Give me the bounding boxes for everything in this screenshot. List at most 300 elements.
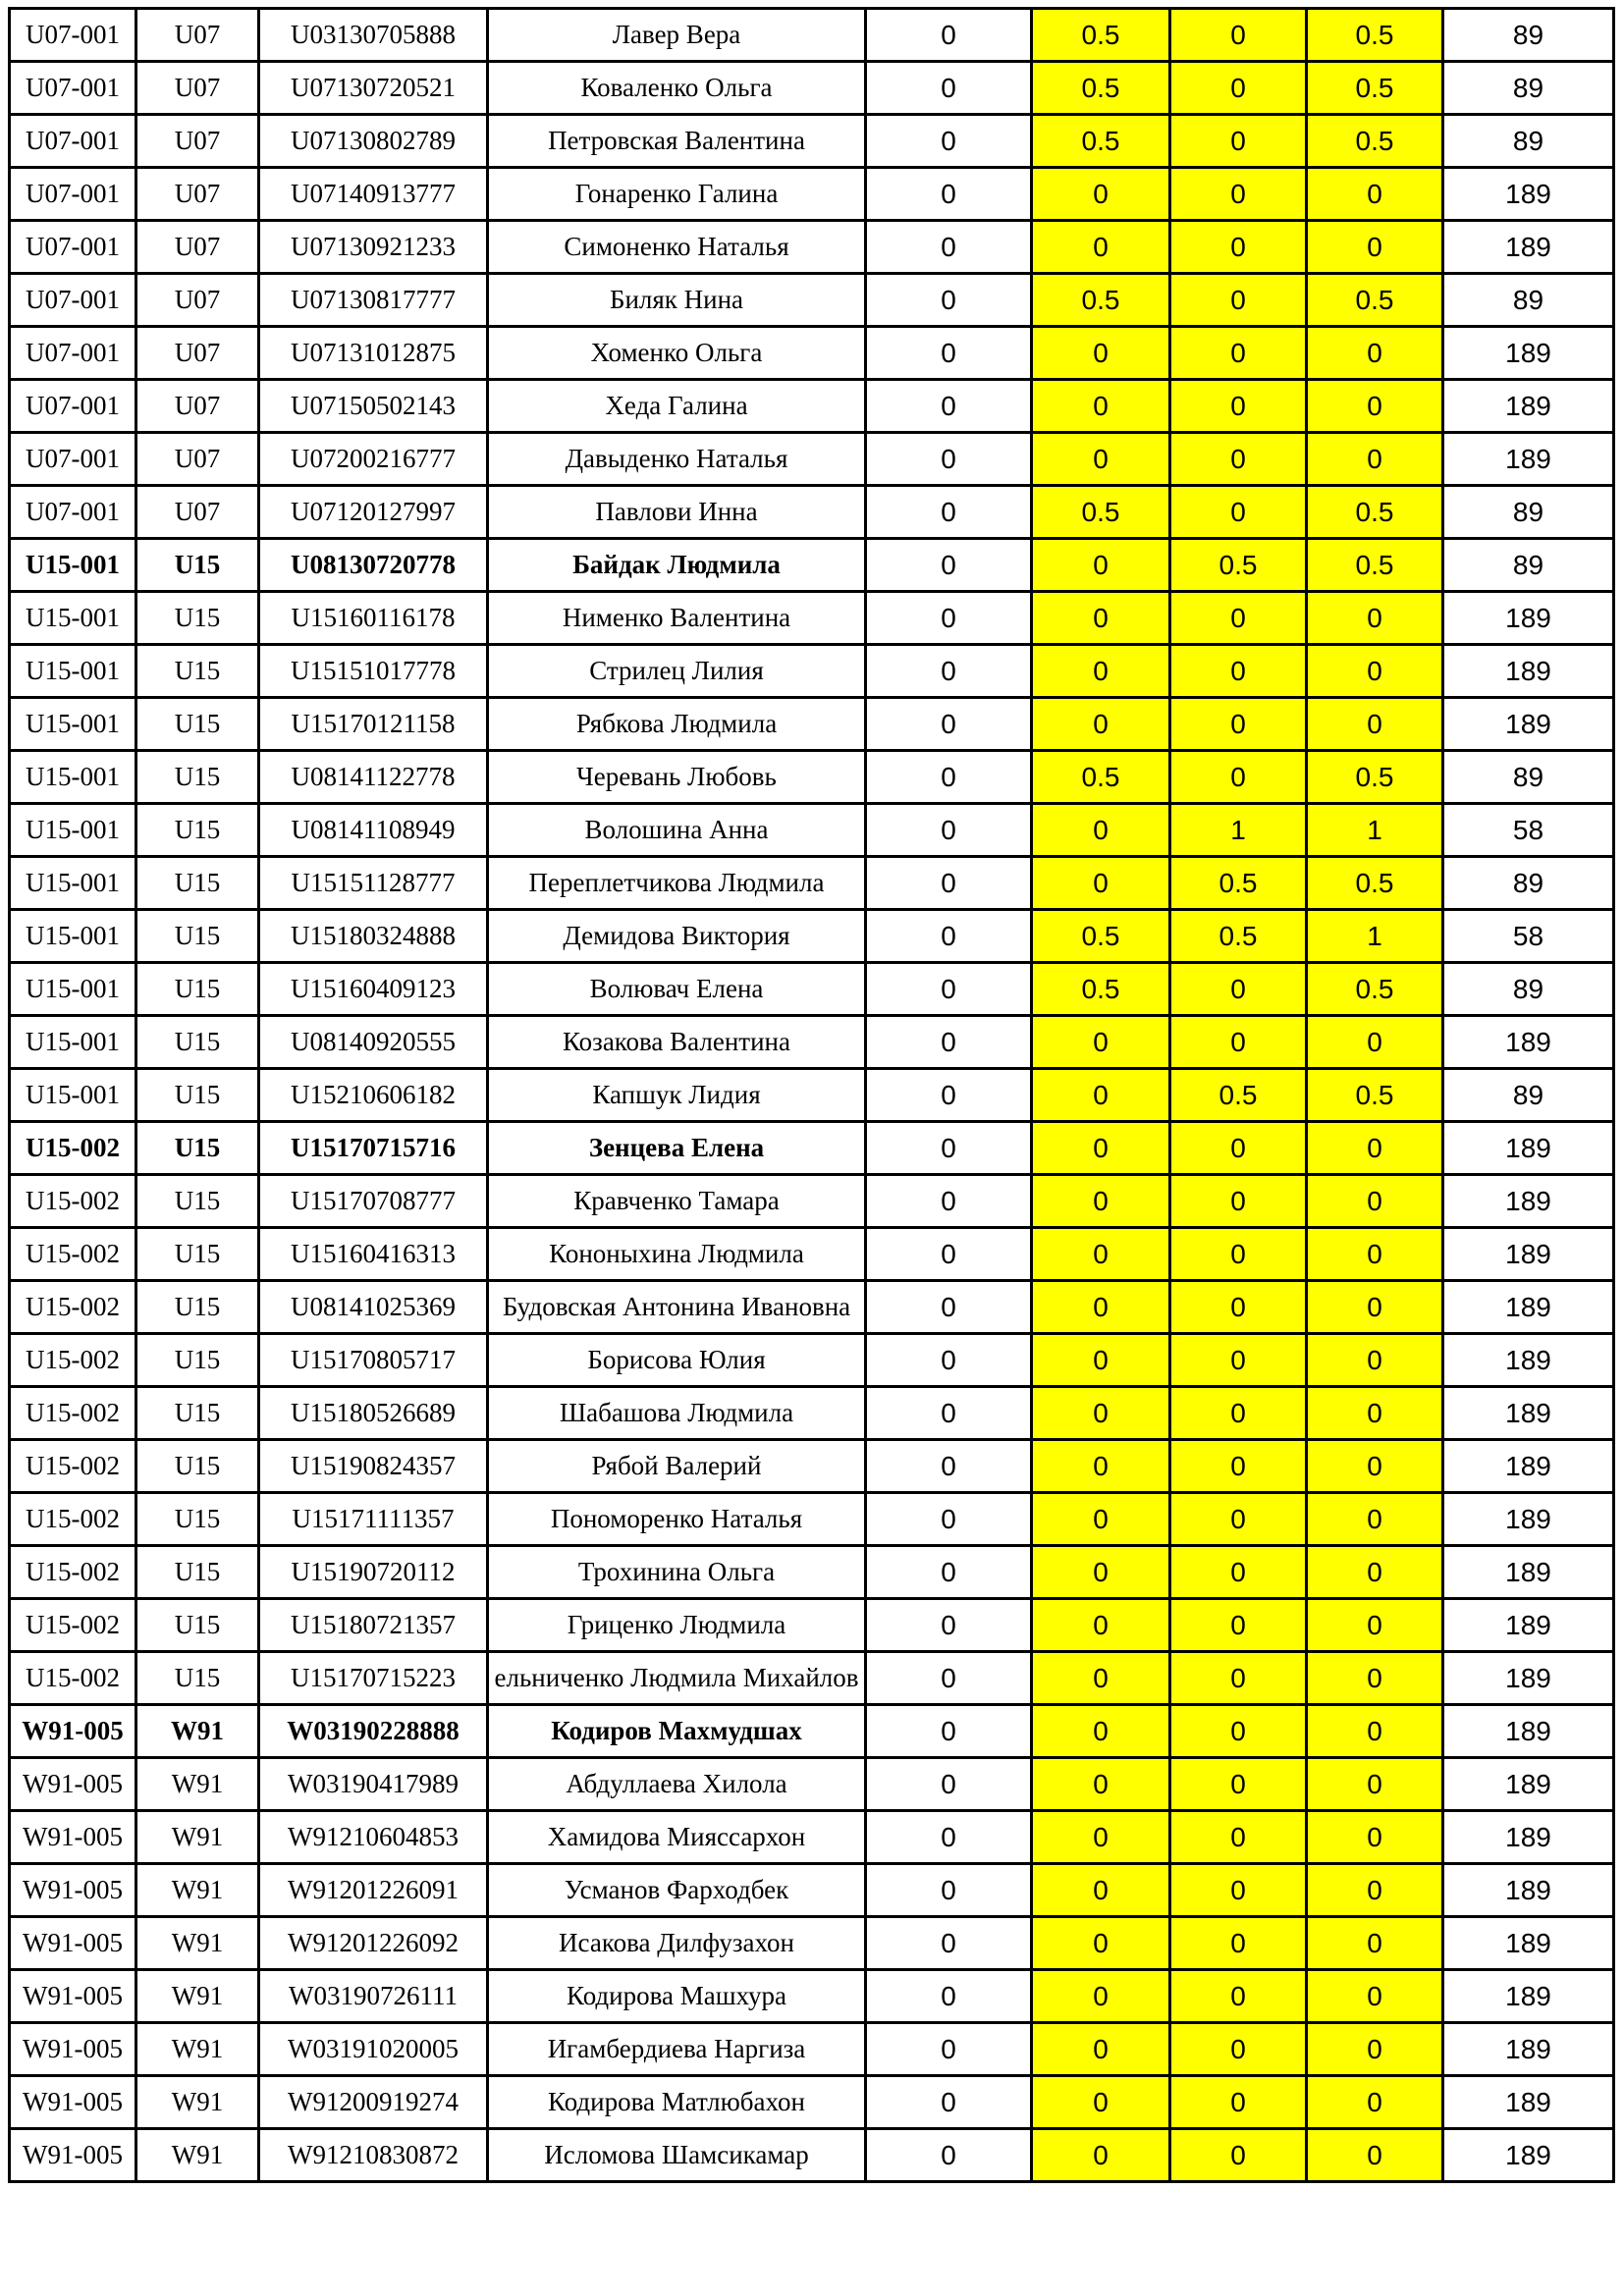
id-cell: U07130720521 [259,62,488,115]
value-cell-2: 0.5 [1032,751,1170,804]
code-cell: U15 [136,1546,259,1599]
code-cell: W91 [136,2076,259,2129]
value-cell-1: 0 [866,2076,1032,2129]
code-cell: U07 [136,168,259,221]
table-row [10,1387,1614,1440]
value-cell-4: 0 [1307,1493,1443,1546]
value-cell-5: 89 [1443,9,1614,62]
id-cell: U07200216777 [259,433,488,486]
value-cell-5: 189 [1443,2023,1614,2076]
table-row [10,2023,1614,2076]
name-cell: Капшук Лидия [488,1069,866,1122]
code-cell: U15 [136,539,259,592]
value-cell-1: 0 [866,2023,1032,2076]
table-row [10,645,1614,698]
name-cell: Коваленко Ольга [488,62,866,115]
value-cell-3: 0.5 [1170,1069,1307,1122]
id-cell: W03190228888 [259,1705,488,1758]
id-cell: U15170121158 [259,698,488,751]
value-cell-1: 0 [866,1652,1032,1705]
group-cell: U07-001 [10,62,136,115]
id-cell: U07131012875 [259,327,488,380]
table-row [10,380,1614,433]
code-cell: W91 [136,2023,259,2076]
code-cell: U07 [136,115,259,168]
value-cell-4: 0.5 [1307,274,1443,327]
table-row [10,1493,1614,1546]
group-cell: W91-005 [10,2076,136,2129]
value-cell-2: 0.5 [1032,62,1170,115]
name-cell: Кодиров Махмудшах [488,1705,866,1758]
value-cell-5: 189 [1443,1493,1614,1546]
value-cell-3: 0 [1170,1546,1307,1599]
value-cell-4: 0 [1307,1016,1443,1069]
value-cell-3: 0 [1170,1493,1307,1546]
group-cell: W91-005 [10,1917,136,1970]
value-cell-3: 0 [1170,1599,1307,1652]
value-cell-3: 0 [1170,2023,1307,2076]
value-cell-4: 0 [1307,221,1443,274]
value-cell-4: 0 [1307,1917,1443,1970]
name-cell: Гонаренко Галина [488,168,866,221]
table-row [10,9,1614,62]
value-cell-4: 0 [1307,1334,1443,1387]
group-cell: U15-001 [10,804,136,857]
value-cell-5: 189 [1443,1599,1614,1652]
value-cell-4: 0 [1307,2023,1443,2076]
name-cell: Байдак Людмила [488,539,866,592]
value-cell-1: 0 [866,1864,1032,1917]
name-cell: Козакова Валентина [488,1016,866,1069]
code-cell: U15 [136,645,259,698]
value-cell-3: 0 [1170,380,1307,433]
value-cell-3: 0.5 [1170,857,1307,910]
value-cell-2: 0 [1032,433,1170,486]
id-cell: U15180324888 [259,910,488,963]
value-cell-1: 0 [866,804,1032,857]
code-cell: U15 [136,1281,259,1334]
table-row [10,1864,1614,1917]
value-cell-2: 0 [1032,1811,1170,1864]
table-row [10,910,1614,963]
value-cell-2: 0 [1032,168,1170,221]
value-cell-5: 189 [1443,1281,1614,1334]
value-cell-5: 189 [1443,1652,1614,1705]
table-row [10,274,1614,327]
group-cell: U15-002 [10,1228,136,1281]
value-cell-5: 189 [1443,1758,1614,1811]
table-row [10,1069,1614,1122]
table-row [10,592,1614,645]
value-cell-2: 0 [1032,804,1170,857]
id-cell: U15151017778 [259,645,488,698]
data-table [8,7,1615,2183]
value-cell-3: 0 [1170,1387,1307,1440]
value-cell-2: 0 [1032,1281,1170,1334]
value-cell-2: 0.5 [1032,963,1170,1016]
name-cell: Павлови Инна [488,486,866,539]
value-cell-3: 0 [1170,592,1307,645]
value-cell-3: 0 [1170,486,1307,539]
value-cell-3: 0 [1170,1175,1307,1228]
value-cell-5: 89 [1443,751,1614,804]
value-cell-5: 189 [1443,1970,1614,2023]
name-cell: Кодирова Матлюбахон [488,2076,866,2129]
value-cell-4: 1 [1307,910,1443,963]
value-cell-2: 0 [1032,539,1170,592]
value-cell-2: 0 [1032,1546,1170,1599]
value-cell-5: 189 [1443,1228,1614,1281]
code-cell: U07 [136,221,259,274]
value-cell-3: 0 [1170,1440,1307,1493]
name-cell: Кононыхина Людмила [488,1228,866,1281]
table-row [10,1599,1614,1652]
group-cell: U15-001 [10,539,136,592]
value-cell-1: 0 [866,1599,1032,1652]
value-cell-2: 0 [1032,1228,1170,1281]
value-cell-1: 0 [866,486,1032,539]
name-cell: Хеда Галина [488,380,866,433]
value-cell-2: 0 [1032,592,1170,645]
table-row [10,168,1614,221]
id-cell: U08130720778 [259,539,488,592]
code-cell: W91 [136,1758,259,1811]
value-cell-1: 0 [866,645,1032,698]
value-cell-3: 0.5 [1170,539,1307,592]
value-cell-4: 0 [1307,592,1443,645]
value-cell-5: 189 [1443,1546,1614,1599]
value-cell-2: 0 [1032,857,1170,910]
name-cell: Переплетчикова Людмила [488,857,866,910]
group-cell: U15-002 [10,1599,136,1652]
table-row [10,1652,1614,1705]
value-cell-4: 0.5 [1307,62,1443,115]
name-cell: Трохинина Ольга [488,1546,866,1599]
table-row [10,1811,1614,1864]
value-cell-1: 0 [866,963,1032,1016]
code-cell: U07 [136,62,259,115]
name-cell: Черевань Любовь [488,751,866,804]
table-row [10,698,1614,751]
id-cell: U08141122778 [259,751,488,804]
code-cell: U15 [136,698,259,751]
value-cell-2: 0 [1032,1970,1170,2023]
group-cell: W91-005 [10,2023,136,2076]
code-cell: U15 [136,1599,259,1652]
value-cell-4: 0 [1307,1281,1443,1334]
value-cell-3: 0 [1170,1281,1307,1334]
table-row [10,1546,1614,1599]
group-cell: U07-001 [10,380,136,433]
id-cell: U15160409123 [259,963,488,1016]
id-cell: U07150502143 [259,380,488,433]
group-cell: U07-001 [10,115,136,168]
id-cell: U07130817777 [259,274,488,327]
group-cell: U15-001 [10,645,136,698]
value-cell-2: 0 [1032,1599,1170,1652]
value-cell-1: 0 [866,62,1032,115]
group-cell: U15-001 [10,751,136,804]
value-cell-3: 0 [1170,221,1307,274]
group-cell: U15-002 [10,1122,136,1175]
value-cell-1: 0 [866,592,1032,645]
value-cell-4: 0.5 [1307,751,1443,804]
id-cell: U08141108949 [259,804,488,857]
value-cell-5: 189 [1443,1705,1614,1758]
value-cell-5: 189 [1443,1864,1614,1917]
value-cell-5: 89 [1443,115,1614,168]
table-row [10,751,1614,804]
value-cell-4: 0 [1307,1970,1443,2023]
value-cell-5: 189 [1443,1917,1614,1970]
value-cell-1: 0 [866,1440,1032,1493]
value-cell-5: 189 [1443,433,1614,486]
value-cell-3: 0 [1170,1811,1307,1864]
table-row [10,221,1614,274]
value-cell-1: 0 [866,433,1032,486]
value-cell-1: 0 [866,751,1032,804]
code-cell: U15 [136,963,259,1016]
value-cell-5: 189 [1443,168,1614,221]
value-cell-5: 189 [1443,380,1614,433]
value-cell-4: 0.5 [1307,9,1443,62]
value-cell-2: 0 [1032,1864,1170,1917]
table-row [10,1758,1614,1811]
value-cell-1: 0 [866,327,1032,380]
code-cell: U07 [136,486,259,539]
value-cell-4: 0 [1307,1546,1443,1599]
value-cell-1: 0 [866,168,1032,221]
id-cell: U15160116178 [259,592,488,645]
value-cell-4: 0 [1307,698,1443,751]
value-cell-3: 0 [1170,1970,1307,2023]
group-cell: U07-001 [10,9,136,62]
value-cell-4: 0.5 [1307,1069,1443,1122]
name-cell: Шабашова Людмила [488,1387,866,1440]
group-cell: U07-001 [10,168,136,221]
value-cell-2: 0 [1032,1016,1170,1069]
value-cell-4: 0 [1307,168,1443,221]
value-cell-5: 189 [1443,1016,1614,1069]
value-cell-3: 0 [1170,645,1307,698]
name-cell: Рябкова Людмила [488,698,866,751]
value-cell-1: 0 [866,1493,1032,1546]
table-row [10,1440,1614,1493]
value-cell-5: 189 [1443,645,1614,698]
group-cell: U15-002 [10,1440,136,1493]
code-cell: U15 [136,857,259,910]
name-cell: Лавер Вера [488,9,866,62]
name-cell: Петровская Валентина [488,115,866,168]
group-cell: U07-001 [10,274,136,327]
id-cell: U15180526689 [259,1387,488,1440]
id-cell: U15151128777 [259,857,488,910]
value-cell-2: 0 [1032,698,1170,751]
value-cell-3: 0 [1170,1652,1307,1705]
value-cell-5: 189 [1443,1334,1614,1387]
code-cell: W91 [136,1864,259,1917]
value-cell-3: 0 [1170,274,1307,327]
group-cell: U15-001 [10,698,136,751]
value-cell-1: 0 [866,698,1032,751]
value-cell-2: 0 [1032,221,1170,274]
value-cell-4: 0 [1307,1440,1443,1493]
name-cell: Исломова Шамсикамар [488,2129,866,2182]
name-cell: Демидова Виктория [488,910,866,963]
table-row [10,486,1614,539]
table-row [10,1122,1614,1175]
value-cell-2: 0 [1032,1175,1170,1228]
name-cell: ельниченко Людмила Михайлов [488,1652,866,1705]
value-cell-2: 0 [1032,2129,1170,2182]
table-row [10,2076,1614,2129]
name-cell: Гриценко Людмила [488,1599,866,1652]
value-cell-1: 0 [866,1546,1032,1599]
group-cell: W91-005 [10,2129,136,2182]
value-cell-1: 0 [866,274,1032,327]
value-cell-2: 0 [1032,1387,1170,1440]
group-cell: W91-005 [10,1970,136,2023]
value-cell-5: 189 [1443,1387,1614,1440]
value-cell-2: 0.5 [1032,115,1170,168]
value-cell-4: 0 [1307,1758,1443,1811]
code-cell: U07 [136,327,259,380]
id-cell: U07120127997 [259,486,488,539]
value-cell-5: 89 [1443,963,1614,1016]
value-cell-3: 0 [1170,1917,1307,1970]
name-cell: Рябой Валерий [488,1440,866,1493]
code-cell: U15 [136,1493,259,1546]
value-cell-4: 1 [1307,804,1443,857]
group-cell: U15-002 [10,1652,136,1705]
value-cell-1: 0 [866,857,1032,910]
value-cell-4: 0 [1307,1652,1443,1705]
value-cell-1: 0 [866,1122,1032,1175]
id-cell: W91201226092 [259,1917,488,1970]
value-cell-4: 0.5 [1307,857,1443,910]
value-cell-5: 189 [1443,2076,1614,2129]
value-cell-1: 0 [866,1228,1032,1281]
value-cell-1: 0 [866,1917,1032,1970]
code-cell: U15 [136,1652,259,1705]
value-cell-1: 0 [866,9,1032,62]
value-cell-2: 0 [1032,1493,1170,1546]
value-cell-3: 0 [1170,1758,1307,1811]
value-cell-4: 0.5 [1307,963,1443,1016]
table-row [10,62,1614,115]
value-cell-1: 0 [866,115,1032,168]
value-cell-1: 0 [866,1175,1032,1228]
name-cell: Хоменко Ольга [488,327,866,380]
name-cell: Исакова Дилфузахон [488,1917,866,1970]
value-cell-4: 0 [1307,380,1443,433]
id-cell: W03191020005 [259,2023,488,2076]
value-cell-3: 0 [1170,1016,1307,1069]
id-cell: W91210830872 [259,2129,488,2182]
group-cell: U15-002 [10,1175,136,1228]
id-cell: U15170708777 [259,1175,488,1228]
value-cell-5: 189 [1443,1811,1614,1864]
value-cell-4: 0.5 [1307,539,1443,592]
value-cell-1: 0 [866,2129,1032,2182]
value-cell-1: 0 [866,1705,1032,1758]
value-cell-2: 0 [1032,1122,1170,1175]
group-cell: U15-002 [10,1387,136,1440]
value-cell-5: 189 [1443,1122,1614,1175]
value-cell-5: 189 [1443,2129,1614,2182]
name-cell: Зенцева Елена [488,1122,866,1175]
value-cell-4: 0 [1307,2129,1443,2182]
group-cell: U07-001 [10,221,136,274]
value-cell-5: 58 [1443,910,1614,963]
value-cell-2: 0 [1032,1652,1170,1705]
table-row [10,1228,1614,1281]
group-cell: U15-001 [10,963,136,1016]
value-cell-2: 0 [1032,1917,1170,1970]
code-cell: W91 [136,2129,259,2182]
name-cell: Давыденко Наталья [488,433,866,486]
id-cell: U03130705888 [259,9,488,62]
value-cell-4: 0 [1307,645,1443,698]
value-cell-3: 0 [1170,751,1307,804]
value-cell-1: 0 [866,1758,1032,1811]
name-cell: Волювач Елена [488,963,866,1016]
value-cell-2: 0 [1032,380,1170,433]
value-cell-5: 189 [1443,1440,1614,1493]
value-cell-3: 0 [1170,115,1307,168]
value-cell-1: 0 [866,221,1032,274]
value-cell-2: 0.5 [1032,486,1170,539]
id-cell: W91210604853 [259,1811,488,1864]
table-row [10,539,1614,592]
id-cell: U15210606182 [259,1069,488,1122]
code-cell: U15 [136,592,259,645]
value-cell-4: 0 [1307,2076,1443,2129]
value-cell-4: 0 [1307,1228,1443,1281]
table-row [10,1281,1614,1334]
table-row [10,327,1614,380]
group-cell: U15-002 [10,1334,136,1387]
code-cell: U15 [136,910,259,963]
value-cell-1: 0 [866,1334,1032,1387]
id-cell: U15171111357 [259,1493,488,1546]
value-cell-3: 1 [1170,804,1307,857]
id-cell: U07140913777 [259,168,488,221]
value-cell-5: 89 [1443,1069,1614,1122]
value-cell-3: 0 [1170,2129,1307,2182]
value-cell-4: 0 [1307,1387,1443,1440]
value-cell-1: 0 [866,1387,1032,1440]
value-cell-5: 189 [1443,327,1614,380]
value-cell-2: 0 [1032,327,1170,380]
name-cell: Биляк Нина [488,274,866,327]
code-cell: U15 [136,1175,259,1228]
value-cell-5: 89 [1443,486,1614,539]
group-cell: U07-001 [10,327,136,380]
group-cell: U15-001 [10,1069,136,1122]
value-cell-3: 0 [1170,963,1307,1016]
value-cell-1: 0 [866,539,1032,592]
value-cell-3: 0 [1170,433,1307,486]
name-cell: Пономоренко Наталья [488,1493,866,1546]
value-cell-1: 0 [866,1281,1032,1334]
name-cell: Хамидова Мияссархон [488,1811,866,1864]
value-cell-3: 0 [1170,327,1307,380]
value-cell-3: 0 [1170,9,1307,62]
table-row [10,1016,1614,1069]
value-cell-5: 89 [1443,62,1614,115]
value-cell-3: 0 [1170,1864,1307,1917]
